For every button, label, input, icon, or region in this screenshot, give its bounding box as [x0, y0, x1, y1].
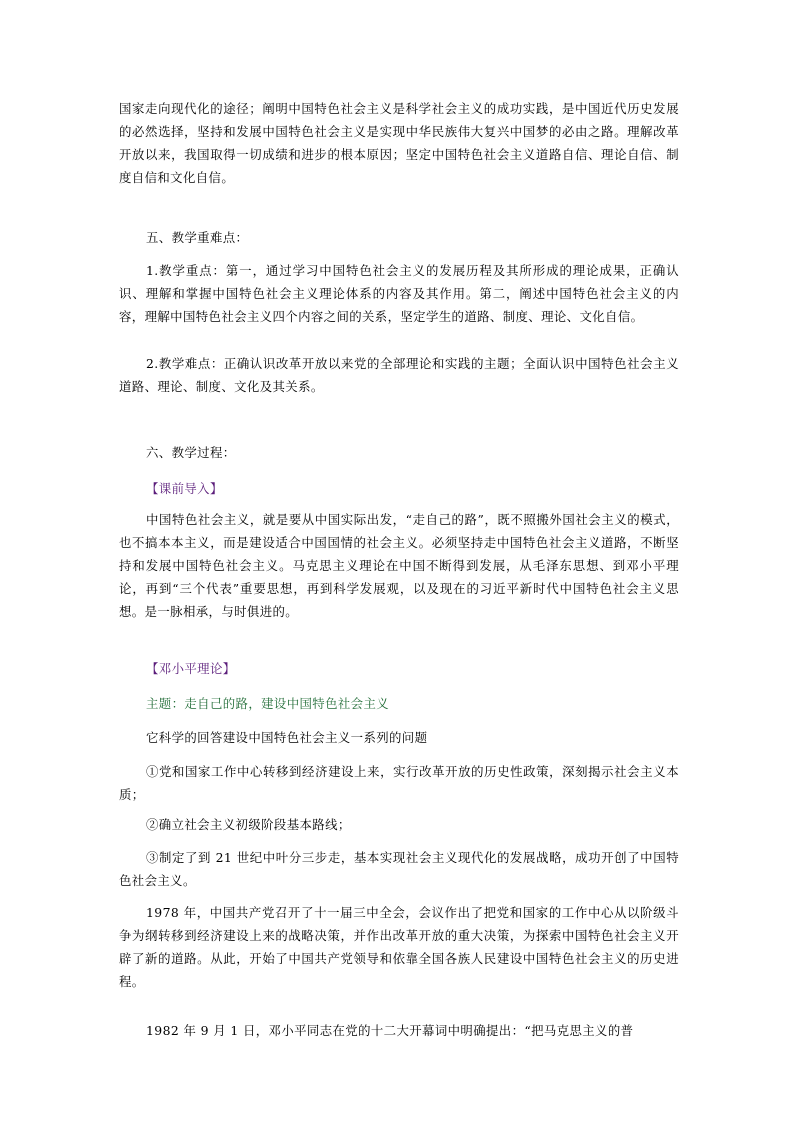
answers-intro: 它科学的回答建设中国特色社会主义一系列的问题	[146, 730, 428, 745]
lead-in-paragraph: 中国特色社会主义，就是要从中国实际出发，“走自己的路”，既不照搬外国社会主义的模式，也不搞本本主义，而是建设适合中国国情的社会主义。必须坚持走中国特色社会主义道路，不断坚持和发展中国特色社会主义。马克思主义理论在中国不断得到发展，从毛泽东思想、到邓小平理论，再到“三个代表”重要思想，再到科学发展观，以及现在的习近平新时代中国特色社会主义思想。是一脉相承，与时俱进的。	[119, 512, 679, 619]
section-5-heading: 五、教学重难点：	[146, 230, 249, 245]
difficult-point-paragraph: 2.教学难点：正确认识改革开放以来党的全部理论和实践的主题；全面认识中国特色社会主义道路、理论、制度、文化及其关系。	[119, 356, 679, 394]
deng-theory-tag: 【邓小平理论】	[146, 661, 236, 676]
list-item-1: ①党和国家工作中心转移到经济建设上来，实行改革开放的历史性政策，深刻揭示社会主义本质；	[119, 764, 679, 802]
lead-in-tag: 【课前导入】	[146, 481, 223, 496]
theme-line: 主题：走自己的路，建设中国特色社会主义	[146, 696, 390, 711]
intro-paragraph: 国家走向现代化的途径；阐明中国特色社会主义是科学社会主义的成功实践，是中国近代历史发展的必然选择，坚持和发展中国特色社会主义是实现中华民族伟大复兴中国梦的必由之路。理解改革开放以来，我国取得一切成绩和进步的根本原因；坚定中国特色社会主义道路自信、理论自信、制度自信和文化自信。	[119, 101, 679, 185]
paragraph-1982: 1982 年 9 月 1 日，邓小平同志在党的十二大开幕词中明确提出：“把马克思主义的普	[146, 1023, 634, 1038]
key-point-paragraph: 1.教学重点：第一，通过学习中国特色社会主义的发展历程及其所形成的理论成果，正确认识、理解和掌握中国特色社会主义理论体系的内容及其作用。第二，阐述中国特色社会主义的内容，理解中国特色社会主义四个内容之间的关系，坚定学生的道路、制度、理论、文化自信。	[119, 263, 679, 324]
paragraph-1978: 1978 年，中国共产党召开了十一届三中全会，会议作出了把党和国家的工作中心从以阶级斗争为纲转移到经济建设上来的战略决策，并作出改革开放的重大决策，为探索中国特色社会主义开辟了新的道路。从此，开始了中国共产党领导和依靠全国各族人民建设中国特色社会主义的历史进程。	[119, 905, 679, 989]
list-item-3: ③制定了到 21 世纪中叶分三步走，基本实现社会主义现代化的发展战略，成功开创了中国特色社会主义。	[119, 850, 679, 888]
section-6-heading: 六、教学过程：	[146, 445, 236, 460]
list-item-2: ②确立社会主义初级阶段基本路线；	[146, 817, 351, 832]
